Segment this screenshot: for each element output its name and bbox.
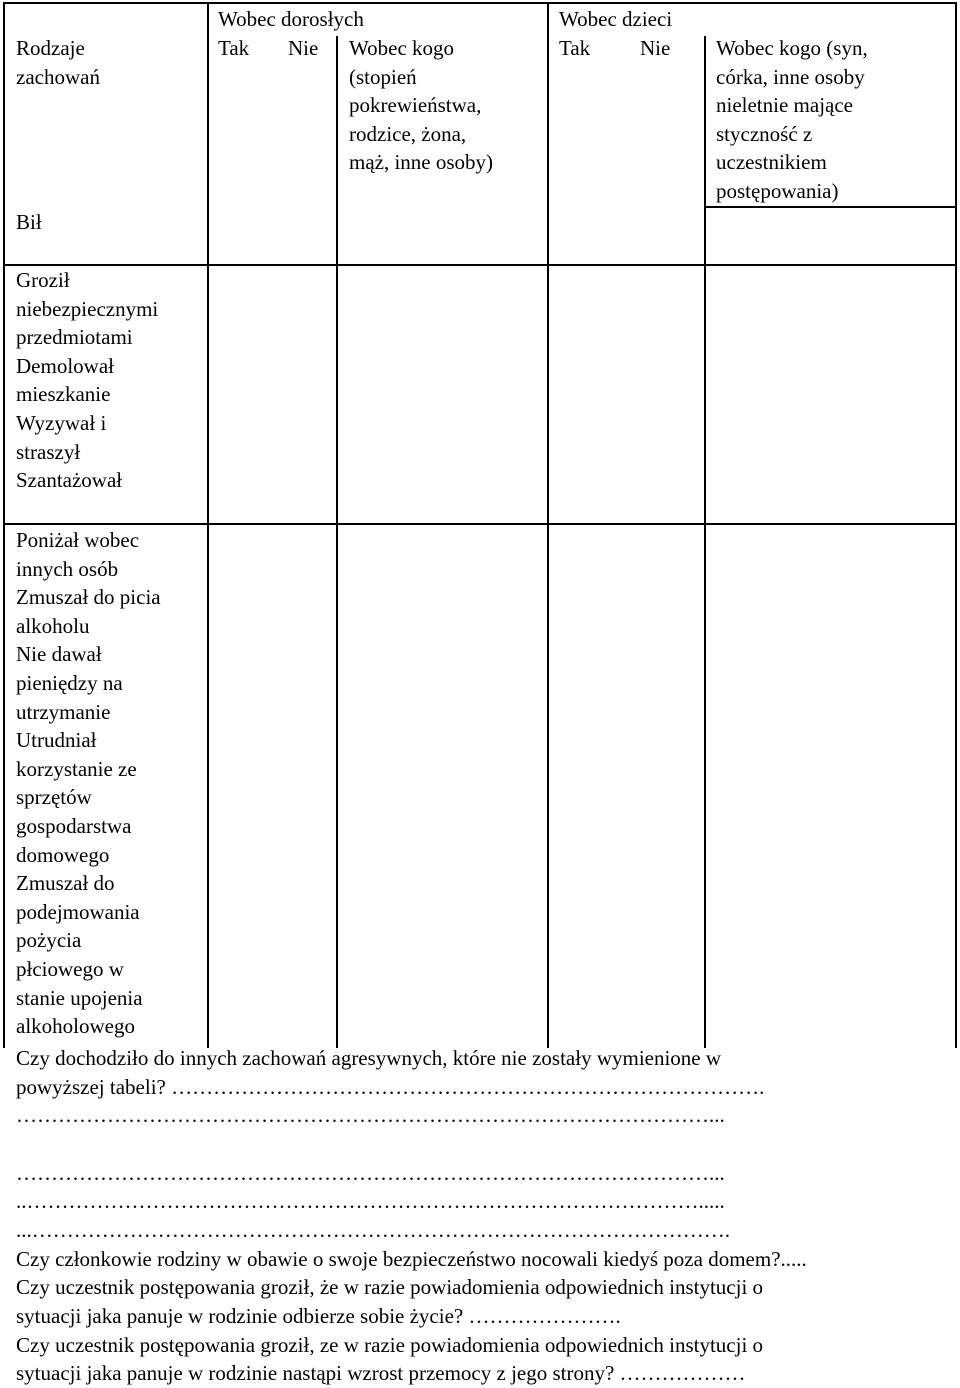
table-border-top <box>3 2 957 4</box>
table-header-underline <box>704 206 957 208</box>
header-adults-nie: Nie <box>288 36 319 60</box>
header-children-nie: Nie <box>640 36 671 60</box>
header-rodzaje-zachowan: Rodzaje zachowań <box>16 36 100 89</box>
table-row-divider-2 <box>3 523 957 525</box>
question-grozil-samobojstwem-line2: sytuacji jaka panuje w rodzinie odbierze sobie życie? …………………. <box>16 1304 621 1328</box>
header-adults-tak: Tak <box>218 36 250 60</box>
table-divider-col1 <box>207 2 209 1048</box>
question-other-behaviours-line1: Czy dochodziło do innych zachowań agresywnych, które nie zostały wymienione w <box>16 1046 722 1070</box>
header-children-wobec-kogo: Wobec kogo (syn, córka, inne osoby nieletnie mające styczność z uczestnikiem postępowania) <box>716 36 868 203</box>
row-label-bil: Bił <box>16 210 42 234</box>
row-label-ponizal-group: Poniżał wobec innych osób Zmuszał do picia alkoholu Nie dawał pieniędzy na utrzymanie Utrudniał korzystanie ze sprzętów gospodarstwa domowego Zmuszał do podejmowania pożycia płciowego w stanie upojenia alkoholowego <box>16 528 161 1039</box>
question-wzrost-przemocy-line2: sytuacji jaka panuje w rodzinie nastąpi wzrost przemocy z jego strony? ……………… <box>16 1361 746 1385</box>
table-divider-col2 <box>336 36 338 1048</box>
answer-dotted-line-2: ………………………………………………………………………………………... <box>16 1161 725 1185</box>
header-adults-wobec-kogo: Wobec kogo (stopień pokrewieństwa, rodzice, żona, mąż, inne osoby) <box>349 36 494 175</box>
header-wobec-dzieci: Wobec dzieci <box>559 7 673 31</box>
question-other-behaviours-line2: powyższej tabeli? …………………………………………………………………………. <box>16 1075 765 1099</box>
answer-dotted-line-1: ………………………………………………………………………………………... <box>16 1103 725 1127</box>
row-label-grozil-group: Groził niebezpiecznymi przedmiotami Demolował mieszkanie Wyzywał i straszył Szantażował <box>16 268 159 493</box>
question-wzrost-przemocy-line1: Czy uczestnik postępowania groził, ze w razie powiadomienia odpowiednich instytucji o <box>16 1333 764 1357</box>
table-divider-col4 <box>704 36 706 1048</box>
answer-dotted-line-3: ..……………………………………………………………………………………..... <box>16 1189 725 1213</box>
table-border-left <box>3 2 5 1048</box>
header-wobec-doroslych: Wobec dorosłych <box>218 7 364 31</box>
table-border-right <box>955 2 957 1048</box>
question-nocowali-poza-domem: Czy członkowie rodziny w obawie o swoje bezpieczeństwo nocowali kiedyś poza domem?..... <box>16 1247 807 1271</box>
question-grozil-samobojstwem-line1: Czy uczestnik postępowania groził, że w razie powiadomienia odpowiednich instytucji o <box>16 1275 764 1299</box>
header-children-tak: Tak <box>559 36 591 60</box>
table-divider-col3 <box>547 2 549 1048</box>
answer-dotted-line-4: ...………………………………………………………………………………………. <box>16 1218 730 1242</box>
